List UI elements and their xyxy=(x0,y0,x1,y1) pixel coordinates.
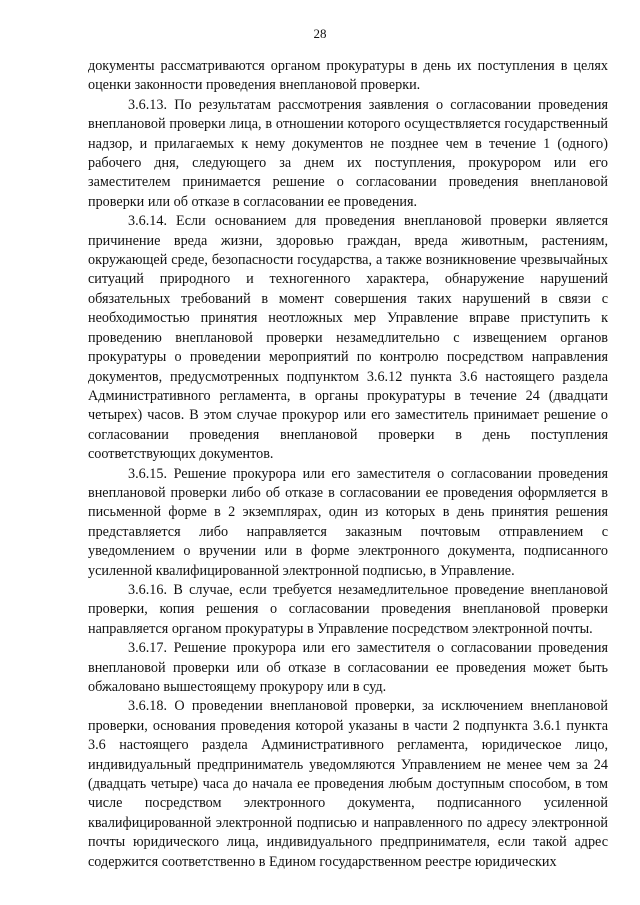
paragraph-3-6-15: 3.6.15. Решение прокурора или его заместителя о согласовании проведения внеплановой проверки либо об отказе в согласовании ее проведения оформляется в письменной форме в 2 экземплярах, один из которых в день принятия решения представляется либо направляется заказным почтовым отправлением с уведомлением о вручении или в форме электронного документа, подписанного усиленной квалифицированной электронной подписью, в Управление. xyxy=(88,465,608,579)
paragraph-3-6-18: 3.6.18. О проведении внеплановой проверки, за исключением внеплановой проверки, основания проведения которой указаны в части 2 подпункта 3.6.1 пункта 3.6 настоящего раздела Административного регламента, юридическое лицо, индивидуальный предприниматель уведомляются Управлением не менее чем за 24 (двадцать четыре) часа до начала ее проведения любым доступным способом, в том числе посредством электронного документа, подписанного усиленной квалифицированной электронной подписью и направленного по адресу электронной почты юридического лица, индивидуального предпринимателя, если такой адрес содержится соответственно в Едином государственном реестре юридических xyxy=(88,698,608,870)
paragraph-3-6-17: 3.6.17. Решение прокурора или его заместителя о согласовании проведения внеплановой проверки или об отказе в согласовании ее проведения может быть обжаловано вышестоящему прокурору или в суд. xyxy=(88,640,608,695)
paragraph-continuation: документы рассматриваются органом прокуратуры в день их поступления в целях оценки законности проведения внеплановой проверки. xyxy=(88,58,608,94)
document-body xyxy=(88,57,608,872)
paragraph-3-6-13: 3.6.13. По результатам рассмотрения заявления о согласовании проведения внеплановой проверки лица, в отношении которого осуществляется государственный надзор, и прилагаемых к нему документов не позднее чем в течение 1 (одного) рабочего дня, следующего за днем их поступления, прокурором или его заместителем принимается решение о согласовании проведения внеплановой проверки или об отказе в согласовании ее проведения. xyxy=(88,96,608,210)
page-number: 28 xyxy=(313,26,327,41)
paragraph-3-6-14: 3.6.14. Если основанием для проведения внеплановой проверки является причинение вреда жизни, здоровью граждан, вреда животным, растениям, окружающей среде, безопасности государства, а также возникновение чрезвычайных ситуаций природного и техногенного характера, обнаружение нарушений обязательных требований в момент совершения таких нарушений в связи с необходимостью принятия неотложных мер Управление вправе приступить к проведению внеплановой проверки незамедлительно с извещением органов прокуратуры о проведении мероприятий по контролю посредством направления документов, предусмотренных подпунктом 3.6.12 пункта 3.6 настоящего раздела Административного регламента, в органы прокуратуры в течение 24 (двадцати четырех) часов. В этом случае прокурор или его заместитель принимает решение о согласовании проведения внеплановой проверки в день поступления соответствующих документов. xyxy=(88,213,608,463)
paragraph-3-6-16: 3.6.16. В случае, если требуется незамедлительное проведение внеплановой проверки, копия решения о согласовании проведения внеплановой проверки направляется органом прокуратуры в Управление посредством электронной почты. xyxy=(88,581,608,637)
